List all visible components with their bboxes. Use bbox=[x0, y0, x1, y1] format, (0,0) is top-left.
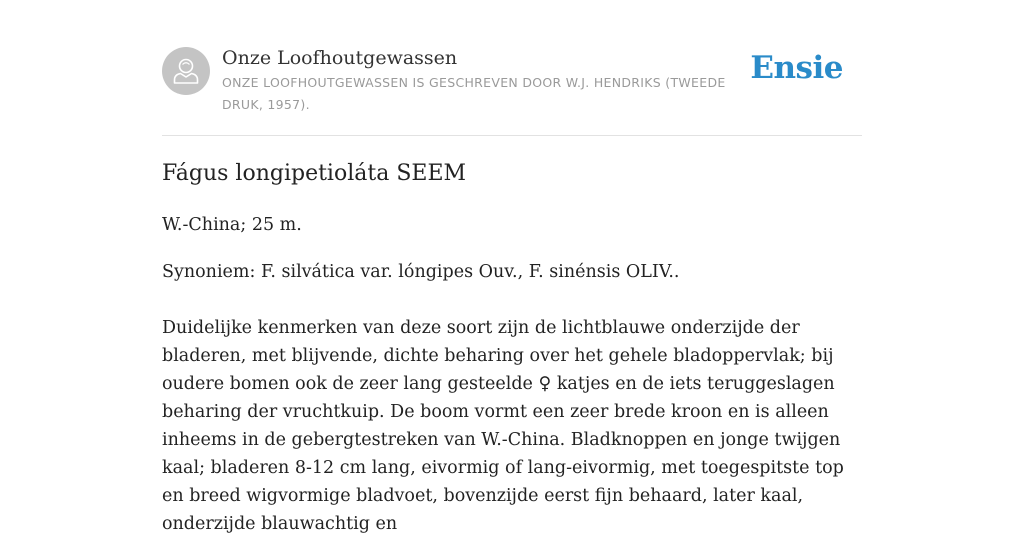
article-title: Fágus longipetioláta SEEM bbox=[162, 161, 467, 186]
article-synonyms: Synoniem: F. silvática var. lóngipes Ouv., F. sinénsis OLIV.. bbox=[162, 262, 680, 282]
user-avatar-icon[interactable] bbox=[162, 47, 210, 95]
article-region: W.-China; 25 m. bbox=[162, 215, 302, 235]
source-description: ONZE LOOFHOUTGEWASSEN IS GESCHREVEN DOOR W.J. HENDRIKS (TWEEDE DRUK, 1957). bbox=[222, 75, 726, 112]
source-title[interactable]: Onze Loofhoutgewassen bbox=[222, 47, 458, 69]
person-outline-icon bbox=[162, 47, 210, 95]
header-divider bbox=[162, 135, 862, 136]
ensie-logo[interactable]: Ensie bbox=[750, 50, 843, 86]
article-description: Duidelijke kenmerken van deze soort zijn de lichtblauwe onderzijde der bladeren, met blijvende, dichte beharing over het gehele bladoppervlak; bij oudere bomen ook de zeer lang gesteelde ♀ katjes en de iets teruggeslagen beharing der vruchtkuip. De boom vormt een zeer brede kroon en is alleen inheems in de gebergtestreken van W.-China. Bladknoppen en jonge twijgen kaal; bladeren 8-12 cm lang, eivormig of lang-eivormig, met toegespitste top en breed wigvormige bladvoet, bovenzijde eerst fijn behaard, later kaal, onderzijde blauwachtig en bbox=[162, 318, 844, 534]
article-content bbox=[162, 158, 864, 538]
source-header bbox=[162, 46, 862, 136]
